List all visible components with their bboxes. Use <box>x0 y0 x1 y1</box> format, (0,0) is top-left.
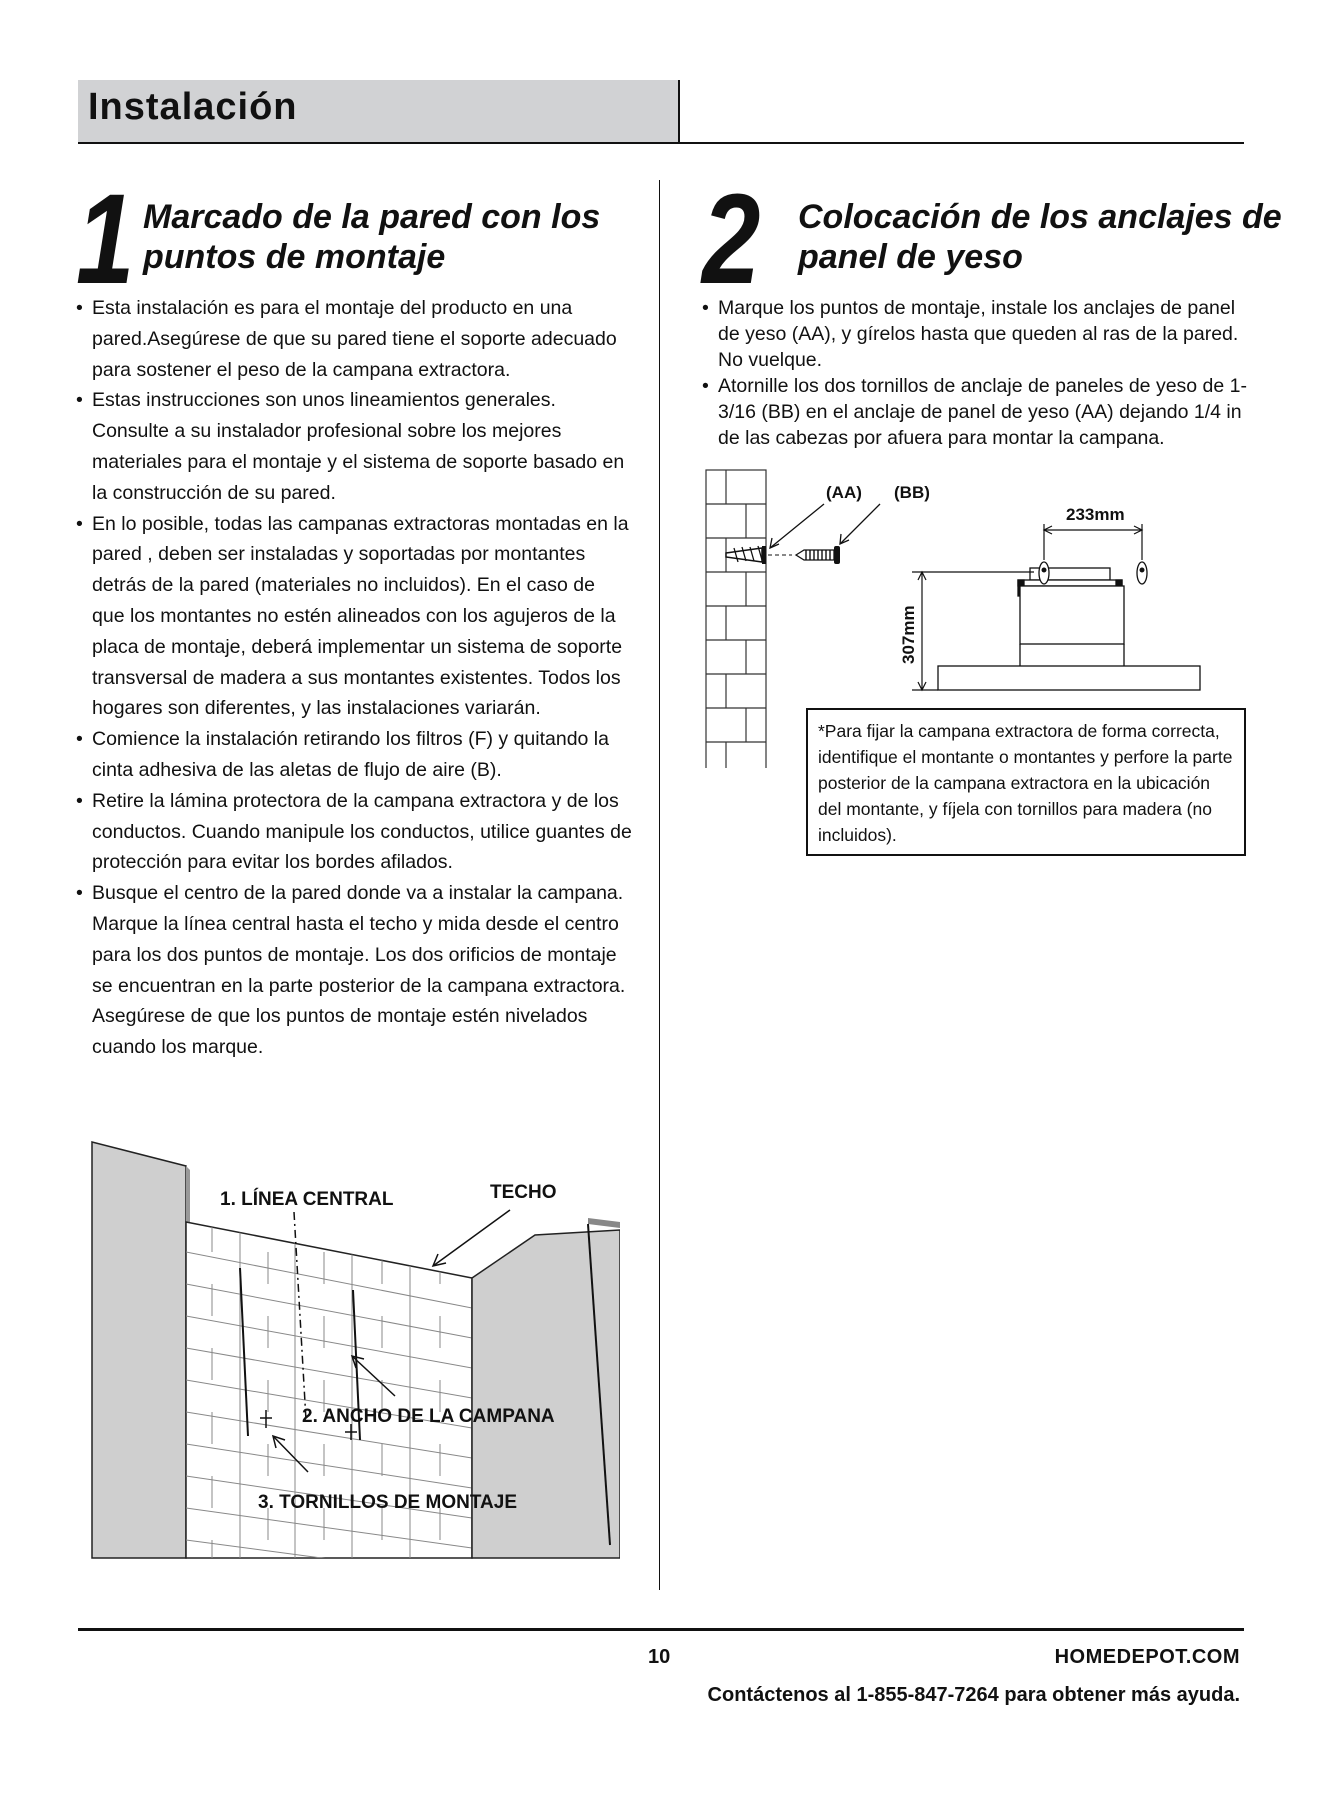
website-link[interactable]: HOMEDEPOT.COM <box>1054 1646 1240 1668</box>
label-bb: (BB) <box>894 483 930 502</box>
section-title: Instalación <box>88 86 298 128</box>
step1-number: 1 <box>76 168 135 311</box>
range-hood-outline <box>938 568 1200 690</box>
drywall-screw <box>796 546 840 564</box>
step2-title <box>798 197 1282 277</box>
footer-rule <box>78 1628 1244 1631</box>
step1-bullet: • Busque el centro de la pared donde va a instalar la campana. Marque la línea central hasta el techo y mida desde el centro para los dos puntos de montaje. Los dos orificios de montaje se encuentran en la parte posterior de la campana extractora. Asegúrese de que los puntos de montaje estén nivelados cuando los marque. <box>76 878 632 1063</box>
step2-bullet: • Marque los puntos de montaje, instale los anclajes de panel de yeso (AA), y gírelos hasta que queden al ras de la pared. No vuelque. <box>702 295 1250 373</box>
width-dimension <box>1044 524 1142 560</box>
contact-line: Contáctenos al 1-855-847-7264 para obtener más ayuda. <box>707 1684 1240 1706</box>
label-hood-width: 2. ANCHO DE LA CAMPANA <box>302 1406 555 1427</box>
label-center-line: 1. LÍNEA CENTRAL <box>220 1189 394 1210</box>
header-rule <box>78 142 1244 144</box>
left-wall-panel <box>92 1142 186 1558</box>
step2-number: 2 <box>702 168 761 311</box>
step2-title-line2: panel de yeso <box>798 238 1023 276</box>
wall-marking-illustration <box>90 1140 620 1560</box>
label-height-307mm: 307mm <box>899 605 918 664</box>
column-divider <box>659 180 660 1590</box>
label-width-233mm: 233mm <box>1066 505 1125 524</box>
step1-title-line2: puntos de montaje <box>143 238 446 276</box>
step1-bullet: • En lo posible, todas las campanas extractoras montadas en la pared , deben ser instaladas y soportadas por montantes detrás de la pared (materiales no incluidos). En el caso de que los montantes no estén alineados con los agujeros de la placa de montaje, deberá implementar un sistema de soporte transversal de madera a sus montantes existentes. Todos los hogares son diferentes, y las instalaciones variarán. <box>76 509 632 725</box>
label-ceiling: TECHO <box>490 1182 557 1203</box>
step1-bullet: • Comience la instalación retirando los filtros (F) y quitando la cinta adhesiva de las aletas de flujo de aire (B). <box>76 724 632 786</box>
wall-section <box>706 470 766 768</box>
stud-mounting-note: *Para fijar la campana extractora de forma correcta, identifique el montante o montantes y perfore la parte posterior de la campana extractora en la ubicación del montante, y fíjela con tornillos para madera (no incluidos). <box>806 708 1246 856</box>
step1-bullet-list <box>76 293 632 1063</box>
anchor-leaders <box>770 504 880 548</box>
step1-title <box>143 197 600 277</box>
step1-title-line1: Marcado de la pared con los <box>143 198 601 236</box>
label-mounting-screws: 3. TORNILLOS DE MONTAJE <box>258 1492 517 1513</box>
step1-bullet: • Esta instalación es para el montaje del producto en una pared.Asegúrese de que su pared tiene el soporte adecuado para sostener el peso de la campana extractora. <box>76 293 632 385</box>
header-divider <box>678 80 680 144</box>
page-number: 10 <box>648 1646 671 1668</box>
ceiling-trim <box>588 1218 620 1228</box>
step2-bullet: • Atornille los dos tornillos de anclaje de paneles de yeso de 1-3/16 (BB) en el anclaje de panel de yeso (AA) dejando 1/4 in de las cabezas por afuera para montar la campana. <box>702 373 1250 451</box>
step2-bullet-list <box>702 295 1250 451</box>
step1-bullet: • Estas instrucciones son unos lineamientos generales. Consulte a su instalador profesional sobre los mejores materiales para el montaje y el sistema de soporte basado en la construcción de su pared. <box>76 385 632 508</box>
step1-bullet: • Retire la lámina protectora de la campana extractora y de los conductos. Cuando manipule los conductos, utilice guantes de protección para evitar los bordes afilados. <box>76 786 632 878</box>
step2-title-line1: Colocación de los anclajes de <box>798 198 1282 236</box>
label-aa: (AA) <box>826 483 862 502</box>
